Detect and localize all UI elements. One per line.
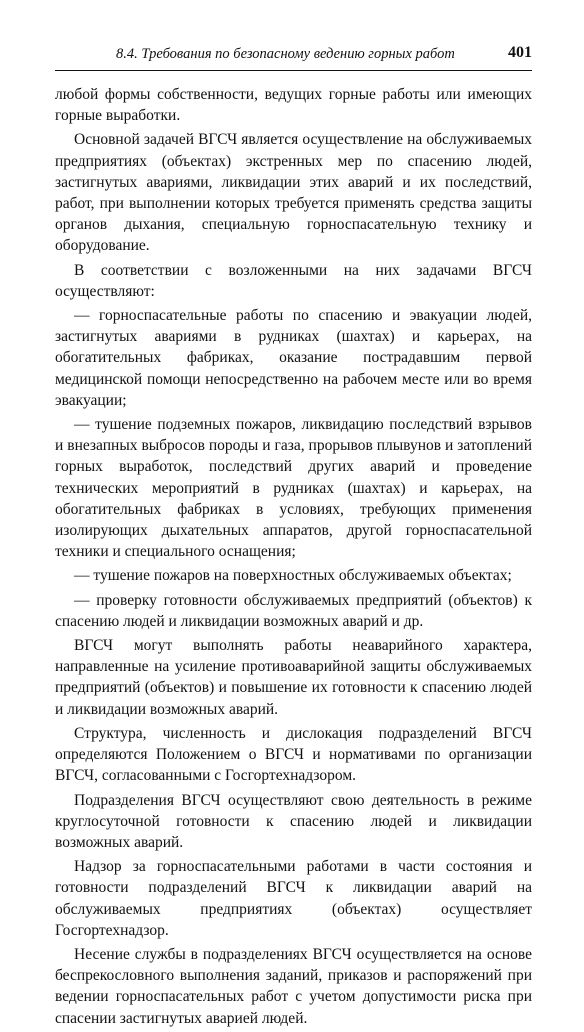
header-rule [55,70,532,71]
paragraph: Подразделения ВГСЧ осуществляют свою деятельность в режиме круглосуточной готовности к спасению людей и ликвидации возможных аварий. [55,791,532,851]
paragraph: ВГСЧ могут выполнять работы неаварийного характера, направленные на усиление противоаварийной защиты обслуживаемых предприятий (объектов) и повышение их готовности к спасению людей и ликвидации возможных аварий. [55,637,532,718]
paragraph: любой формы собственности, ведущих горные работы или имеющих горные выработки. [55,86,532,125]
paragraph: Несение службы в подразделениях ВГСЧ осуществляется на основе беспрекословного выполнения заданий, приказов и распоряжений при ведении горноспасательных работ с учетом допустимости риска при спасении застигнутых аварией людей. [55,945,532,1027]
body-text [55,84,532,1032]
paragraph: Структура, численность и дислокация подразделений ВГСЧ определяются Положением о ВГСЧ и нормативами по организации ВГСЧ, согласованными с Госгортехнадзором. [55,724,532,785]
running-header [60,44,532,70]
list-item: — тушение пожаров на поверхностных обслуживаемых объектах; [74,567,512,585]
list-item: — горноспасательные работы по спасению и эвакуации людей, застигнутых авариями в рудниках (шахтах) и карьерах, на обогатительных фабриках, оказание пострадавшим первой медицинской помощи непосредственно на рабочем месте или во время эвакуации; [55,307,532,409]
paragraph: Надзор за горноспасательными работами в части состояния и готовности подразделений ВГСЧ к ликвидации аварий на обслуживаемых предприятиях (объектах) осуществляет Госгортехнадзор. [55,858,532,939]
section-title: 8.4. Требования по безопасному ведению горных работ [116,46,455,62]
page-number: 401 [508,44,532,61]
list-item: — тушение подземных пожаров, ликвидацию последствий взрывов и внезапных выбросов породы и газа, прорывов плывунов и затоплений горных выработок, последствий других аварий и проведение технических мероприятий в рудниках (шахтах) и карьерах, на обогатительных фабриках в условиях, требующих применения изолирующих дыхательных аппаратов, другой горноспасательной техники и специального оснащения; [55,416,532,561]
paragraph: Основной задачей ВГСЧ является осуществление на обслуживаемых предприятиях (объектах) экстренных мер по спасению людей, застигнутых авариями, ликвидации этих аварий и их последствий, работ, при выполнении которых требуется применять средства защиты органов дыхания, специальную горноспасательную технику и оборудование. [55,131,532,255]
paragraph: В соответствии с возложенными на них задачами ВГСЧ осуществляют: [55,261,532,300]
list-item: — проверку готовности обслуживаемых предприятий (объектов) к спасению людей и ликвидации возможных аварий и др. [55,591,532,630]
